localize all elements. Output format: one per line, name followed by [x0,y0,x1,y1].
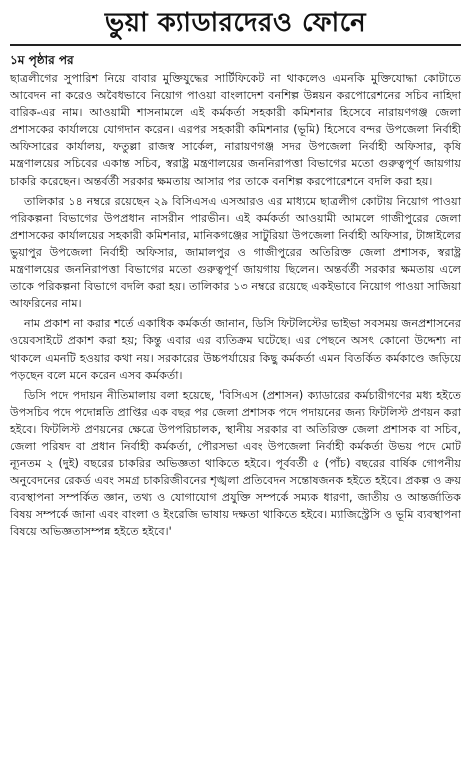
article-paragraph-3: নাম প্রকাশ না করার শর্তে একাধিক কর্মকর্তা জানান, ডিসি ফিটলিস্টের ভাইভা সবসময় জনপ্রশাসনের ওয়েবসাইটে প্রকাশ করা হয়; কিন্তু এবার এর ব্যতিক্রম ঘটেছে। এর পেছনে অসৎ কোনো উদ্দেশ্য না থাকলে এমনটি হওয়ার কথা নয়। সরকারের উচ্চপর্যায়ের কিছু কর্মকর্তা এমন বিতর্কিত কর্মকাণ্ডে জড়িয়ে পড়ছেন বলে মনে করেন এসব কর্মকর্তা। [10,317,461,382]
continuation-label: ১ম পৃষ্ঠার পর [10,53,74,67]
article-paragraph-1: ছাত্রলীগের সুপারিশ নিয়ে বাবার মুক্তিযুদ্ধের সার্টিফিকেট না থাকলেও এমনকি মুক্তিযোদ্ধা কোটাতে আবেদন না করেও অবৈধভাবে নিয়োগ পাওয়া বাংলাদেশ বনশিল্প উন্নয়ন করপোরেশনের সচিব নাহিদা বারিক-এর নাম। আওয়ামী শাসনামলে এই কর্মকর্তা সহকারী কমিশনার হিসেবে নারায়ণগঞ্জ জেলা প্রশাসকের কার্যালয়ে যোগদান করেন। এরপর সহকারী কমিশনার (ভূমি) হিসেবে বন্দর উপজেলা নির্বাহী অফিসারের কার্যালয়, ফতুল্লা রাজস্ব সার্কেল, নারায়ণগঞ্জ সদর উপজেলা নির্বাহী অফিসার, কৃষি মন্ত্রণালয়ের সচিবের একান্ত সচিব, স্বরাষ্ট্র মন্ত্রণালয়ের জননিরাপত্তা বিভাগের মতো গুরুত্বপূর্ণ জায়গায় চাকরি করেছেন। অন্তর্বর্তী সরকার ক্ষমতায় আসার পর তাকে বনশিল্প করপোরেশনে বদলি করা হয়। [10,72,461,188]
headline: ভুয়া ক্যাডারদেরও ফোনে [104,8,367,38]
article-paragraph-4: ডিসি পদে পদায়ন নীতিমালায় বলা হয়েছে, 'বিসিএস (প্রশাসন) ক্যাডারের কর্মচারীগণের মধ্য হইতে উপসচিব পদে পদোন্নতি প্রাপ্তির এক বছর পর জেলা প্রশাসক পদে পদায়নের জন্য ফিটলিস্ট প্রণয়ন করা হইবে। ফিটলিস্ট প্রণয়নের ক্ষেত্রে উপপরিচালক, স্থানীয় সরকার বা অতিরিক্ত জেলা প্রশাসক বা সচিব, জেলা পরিষদ বা প্রধান নির্বাহী কর্মকর্তা, পৌরসভা এবং উপজেলা নির্বাহী কর্মকর্তা উভয় পদে মোট ন্যূনতম ২ (দুই) বছরের চাকরির অভিজ্ঞতা থাকিতে হইবে। পূর্ববর্তী ৫ (পাঁচ) বছরের বার্ষিক গোপনীয় অনুবেদনের রেকর্ড এবং সমগ্র চাকরিজীবনের শৃঙ্খলা প্রতিবেদন সন্তোষজনক হইতে হইবে। প্রকল্প ও ক্রয় ব্যবস্থাপনা সম্পর্কিত জ্ঞান, তথ্য ও যোগাযোগ প্রযুক্তি সম্পর্কে সম্যক ধারণা, জাতীয় ও আন্তর্জাতিক বিষয় সম্পর্কে জানা এবং বাংলা ও ইংরেজি ভাষায় দক্ষতা থাকিতে হইবে। ম্যাজিস্ট্রেসি ও ভূমি ব্যবস্থাপনা বিষয়ে অভিজ্ঞতাসম্পন্ন হইতে হইবে।' [10,388,461,539]
article-paragraph-2: তালিকার ১৪ নম্বরে রয়েছেন ২৯ বিসিএসএ এসআরও এর মাধ্যমে ছাত্রলীগ কোটায় নিয়োগ পাওয়া পরিকল্পনা বিভাগের উপপ্রধান নাসরীন পারভীন। এই কর্মকর্তা আওয়ামী আমলে গাজীপুরের জেলা প্রশাসকের কার্যালয়ের সহকারী কমিশনার, মানিকগঞ্জের সাটুরিয়া উপজেলা নির্বাহী অফিসার, টাঙ্গাইলের ভুয়াপুর উপজেলা নির্বাহী অফিসার, জামালপুর ও গাজীপুরের অতিরিক্ত জেলা প্রশাসক, স্বরাষ্ট্র মন্ত্রণালয়ের জননিরাপত্তা বিভাগের মতো গুরুত্বপূর্ণ জায়গায় ছিলেন। অন্তর্বর্তী সরকার ক্ষমতায় এলে তাকে পরিকল্পনা বিভাগে বদলি করা হয়। তালিকার ১৩ নম্বরে রয়েছে একইভাবে নিয়োগ পাওয়া সাজিয়া আফরিনের নাম। [10,194,461,311]
headline-area [10,4,461,46]
